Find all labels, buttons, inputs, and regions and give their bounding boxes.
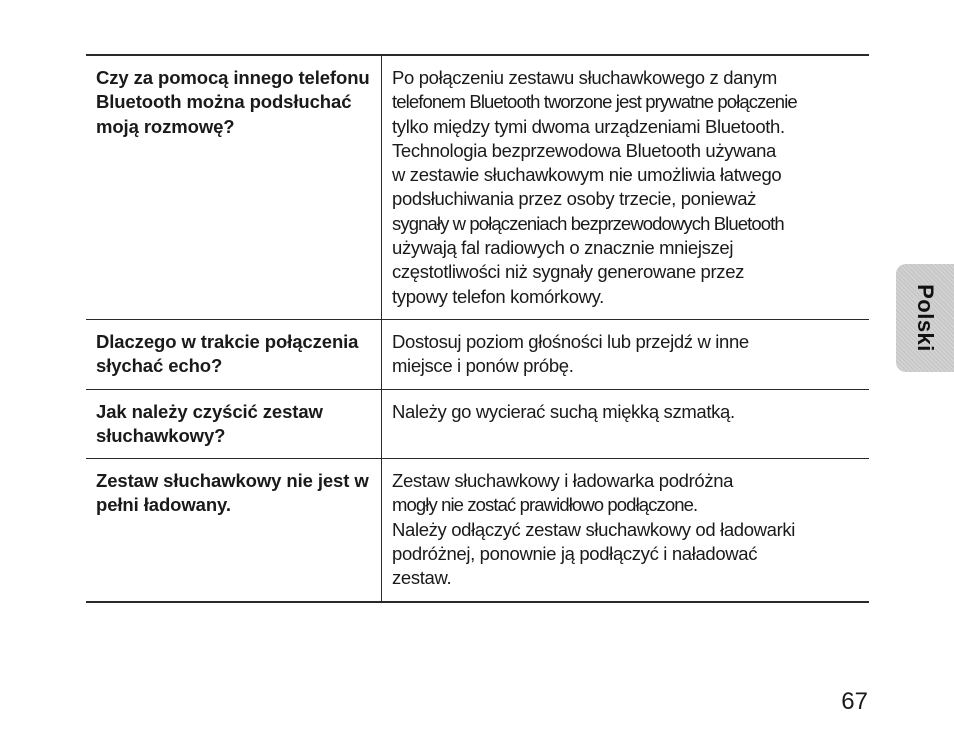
faq-answer xyxy=(382,320,869,389)
faq-question: Czy za pomocą innego telefonu Bluetooth można podsłuchać moją rozmowę? xyxy=(96,67,370,137)
faq-table xyxy=(86,54,869,603)
faq-answer-line: miejsce i ponów próbę. xyxy=(392,355,574,377)
faq-question: Dlaczego w trakcie połączenia słychać echo? xyxy=(96,330,359,377)
faq-answer-line: sygnały w połączeniach bezprzewodowych Bluetooth xyxy=(392,212,784,234)
faq-answer-line: tylko między tymi dwoma urządzeniami Bluetooth. xyxy=(392,115,785,137)
faq-row xyxy=(86,389,869,459)
faq-answer-line: typowy telefon komórkowy. xyxy=(392,285,604,307)
faq-answer xyxy=(382,390,869,434)
faq-answer-line: podsłuchiwania przez osoby trzecie, ponieważ xyxy=(392,188,757,210)
faq-row xyxy=(86,55,869,319)
faq-question-cell xyxy=(86,389,382,459)
faq-question: Zestaw słuchawkowy nie jest w pełni ładowany. xyxy=(96,470,369,516)
faq-answer-line: Należy go wycierać suchą miękką szmatką. xyxy=(392,400,735,422)
faq-answer xyxy=(382,56,869,319)
page-number: 67 xyxy=(841,688,868,715)
faq-answer-line: mogły nie zostać prawidłowo podłączone. xyxy=(392,494,698,516)
faq-answer-line: podróżnej, ponownie ją podłączyć i naładować xyxy=(392,543,758,565)
faq-answer-cell xyxy=(382,459,870,602)
language-tab xyxy=(896,264,954,372)
faq-answer-line: zestaw. xyxy=(392,567,452,589)
faq-row xyxy=(86,319,869,389)
faq-answer-line: telefonem Bluetooth tworzone jest prywatne połączenie xyxy=(392,91,797,113)
faq-question: Jak należy czyścić zestaw słuchawkowy? xyxy=(96,400,323,446)
faq-question-cell xyxy=(86,459,382,602)
faq-answer-line: Należy odłączyć zestaw słuchawkowy od ładowarki xyxy=(392,518,796,540)
faq-answer-cell xyxy=(382,319,870,389)
faq-answer-line: częstotliwości niż sygnały generowane przez xyxy=(392,261,745,283)
faq-answer-cell xyxy=(382,55,870,319)
faq-row xyxy=(86,459,869,602)
faq-question-cell xyxy=(86,319,382,389)
faq-question-cell xyxy=(86,55,382,319)
faq-answer-line: Zestaw słuchawkowy i ładowarka podróżna xyxy=(392,470,734,492)
faq-answer-line: w zestawie słuchawkowym nie umożliwia łatwego xyxy=(392,164,782,186)
faq-answer-cell xyxy=(382,389,870,459)
faq-answer-line: Dostosuj poziom głośności lub przejdź w inne xyxy=(392,330,749,352)
faq-answer-line: używają fal radiowych o znacznie mniejszej xyxy=(392,237,734,259)
faq-answer-line: Po połączeniu zestawu słuchawkowego z danym xyxy=(392,67,777,88)
faq-answer xyxy=(382,459,869,600)
faq-answer-line: Technologia bezprzewodowa Bluetooth używana xyxy=(392,139,776,161)
language-tab-label: Polski xyxy=(913,284,938,352)
